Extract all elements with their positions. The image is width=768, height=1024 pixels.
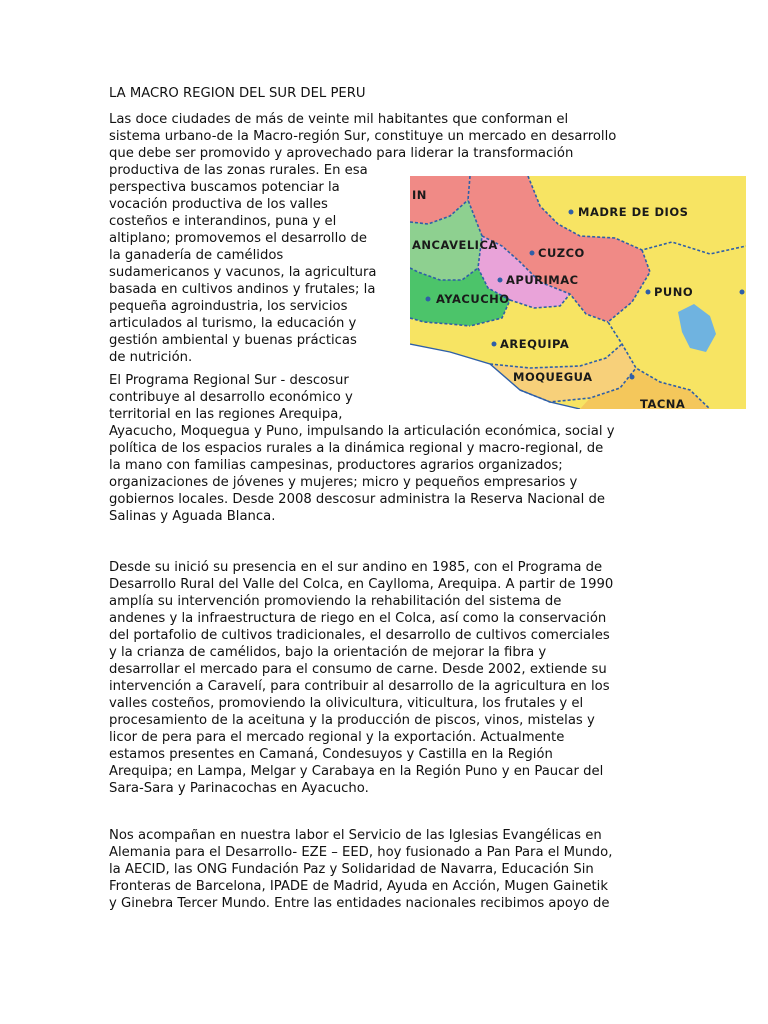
- paragraph-1-line-7: costeños e interandinos, puna y el: [109, 214, 337, 229]
- paragraph-4-line-2: Alemania para el Desarrollo- EZE – EED, hoy fusionado a Pan Para el Mundo,: [109, 845, 613, 860]
- paragraph-2-line-8: gobiernos locales. Desde 2008 descosur administra la Reserva Nacional de: [109, 492, 605, 507]
- paragraph-2-line-3: territorial en las regiones Arequipa,: [109, 407, 343, 422]
- label-ayacucho: AYACUCHO: [436, 292, 510, 306]
- paragraph-3-line-12: estamos presentes en Camaná, Condesuyos y Castilla en la Región: [109, 747, 553, 762]
- paragraph-3-line-4: andenes y la infraestructura de riego en el Colca, así como la conservación: [109, 611, 607, 626]
- paragraph-1-line-10: sudamericanos y vacunos, la agricultura: [109, 265, 377, 280]
- paragraph-3-line-10: procesamiento de la aceituna y la producción de piscos, vinos, mistelas y: [109, 713, 595, 728]
- paragraph-1-line-14: gestión ambiental y buenas prácticas: [109, 333, 357, 348]
- dot-apurimac: [498, 278, 503, 283]
- paragraph-4-line-1: Nos acompañan en nuestra labor el Servicio de las Iglesias Evangélicas en: [109, 828, 602, 843]
- page-title: LA MACRO REGION DEL SUR DEL PERU: [109, 86, 366, 101]
- dot-arequipa: [492, 342, 497, 347]
- paragraph-4-line-5: y Ginebra Tercer Mundo. Entre las entidades nacionales recibimos apoyo de: [109, 896, 610, 911]
- paragraph-2-line-7: organizaciones de jóvenes y mujeres; micro y pequeños empresarios y: [109, 475, 578, 490]
- dot-madre-de-dios: [569, 210, 574, 215]
- dot-cuzco: [530, 251, 535, 256]
- paragraph-1-line-4: productiva de las zonas rurales. En esa: [109, 163, 368, 178]
- paragraph-1-line-6: vocación productiva de los valles: [109, 197, 328, 212]
- paragraph-2-line-4: Ayacucho, Moquegua y Puno, impulsando la articulación económica, social y: [109, 424, 615, 439]
- paragraph-1-line-1: Las doce ciudades de más de veinte mil habitantes que conforman el: [109, 112, 569, 127]
- dot-puno: [646, 290, 651, 295]
- label-arequipa: AREQUIPA: [500, 337, 570, 351]
- paragraph-2-line-6: la mano con familias campesinas, productores agrarios organizados;: [109, 458, 563, 473]
- paragraph-3-line-11: licor de pera para el mercado regional y la exportación. Actualmente: [109, 730, 565, 745]
- dot-moquegua: [630, 375, 635, 380]
- paragraph-3-line-5: del portafolio de cultivos tradicionales, el desarrollo de cultivos comerciales: [109, 628, 610, 643]
- paragraph-2-line-2: contribuye al desarrollo económico y: [109, 390, 353, 405]
- paragraph-3-line-14: Sara-Sara y Parinacochas en Ayacucho.: [109, 781, 369, 796]
- label-apurimac: APURIMAC: [506, 273, 579, 287]
- paragraph-1-line-12: pequeña agroindustria, los servicios: [109, 299, 348, 314]
- paragraph-3-line-7: desarrollar el mercado para el consumo de carne. Desde 2002, extiende su: [109, 662, 607, 677]
- paragraph-1-line-9: la ganadería de camélidos: [109, 248, 284, 263]
- paragraph-3-line-2: Desarrollo Rural del Valle del Colca, en Caylloma, Arequipa. A partir de 1990: [109, 577, 614, 592]
- paragraph-1-line-15: de nutrición.: [109, 350, 193, 365]
- paragraph-3-line-1: Desde su inició su presencia en el sur andino en 1985, con el Programa de: [109, 560, 603, 575]
- paragraph-3-line-8: intervención a Caravelí, para contribuir al desarrollo de la agricultura en los: [109, 679, 610, 694]
- paragraph-1-line-11: basada en cultivos andinos y frutales; la: [109, 282, 376, 297]
- paragraph-2-line-5: política de los espacios rurales a la dinámica regional y macro-regional, de: [109, 441, 604, 456]
- paragraph-2-line-1: El Programa Regional Sur - descosur: [109, 373, 349, 388]
- paragraph-3-line-3: amplía su intervención promoviendo la rehabilitación del sistema de: [109, 594, 562, 609]
- paragraph-1-line-5: perspectiva buscamos potenciar la: [109, 180, 340, 195]
- paragraph-1-line-2: sistema urbano-de la Macro-región Sur, constituye un mercado en desarrollo: [109, 129, 617, 144]
- label-madre-de-dios: MADRE DE DIOS: [578, 205, 689, 219]
- label-tacna: TACNA: [640, 397, 686, 409]
- label-cuzco: CUZCO: [538, 246, 585, 260]
- paragraph-4-line-4: Fronteras de Barcelona, IPADE de Madrid, Ayuda en Acción, Mugen Gainetik: [109, 879, 608, 894]
- paragraph-4-line-3: la AECID, las ONG Fundación Paz y Solidaridad de Navarra, Educación Sin: [109, 862, 594, 877]
- dot-puno-east: [740, 290, 745, 295]
- label-puno: PUNO: [654, 285, 694, 299]
- dot-ayacucho: [426, 297, 431, 302]
- label-junin: IN: [412, 188, 427, 202]
- paragraph-3-line-9: valles costeños, promoviendo la olivicultura, viticultura, los frutales y el: [109, 696, 584, 711]
- paragraph-1-line-8: altiplano; promovemos el desarrollo de: [109, 231, 368, 246]
- paragraph-2-line-9: Salinas y Aguada Blanca.: [109, 509, 276, 524]
- paragraph-3-line-13: Arequipa; en Lampa, Melgar y Carabaya en la Región Puno y en Paucar del: [109, 764, 604, 779]
- label-moquegua: MOQUEGUA: [513, 370, 593, 384]
- southern-peru-map: [410, 176, 746, 409]
- label-huancavelica: ANCAVELICA: [412, 238, 498, 252]
- paragraph-1-line-3: que debe ser promovido y aprovechado para liderar la transformación: [109, 146, 574, 161]
- paragraph-1-line-13: articulados al turismo, la educación y: [109, 316, 357, 331]
- paragraph-3-line-6: y la crianza de camélidos, bajo la orientación de mejorar la fibra y: [109, 645, 547, 660]
